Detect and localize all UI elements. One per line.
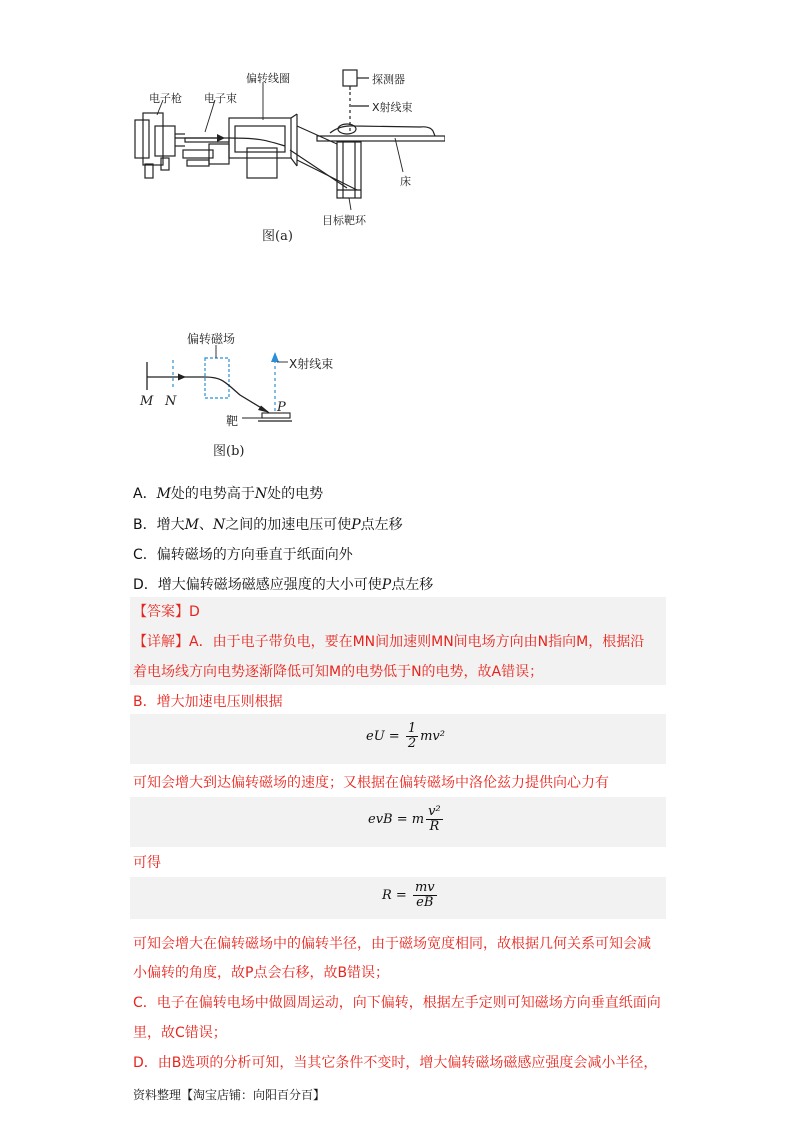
option-var: N [254,486,268,502]
formula-2 [368,805,445,834]
option-text: 之间的加速电压可使 [225,517,352,533]
option-var: P [351,517,361,533]
option-letter: B． [133,517,157,533]
electron-gun-label: 电子枪 [149,92,182,105]
option-text: 增大 [156,517,185,533]
answer-label: 【答案】D [133,604,200,620]
b-mid: 可知会增大到达偏转磁场的速度；又根据在偏转磁场中洛伦兹力提供向心力有 [133,775,609,791]
detail-line-2: 着电场线方向电势逐渐降低可知M的电势低于N的电势，故A错误； [133,664,544,680]
target-ring-drawing [337,142,361,198]
formula-fraction [406,722,418,751]
option-text: 增大偏转磁场磁感应强度的大小可使 [157,577,382,593]
option-c [133,544,353,564]
plate-m-label: M [140,394,154,409]
xray-beam-label-b: X射线束 [289,357,334,371]
option-letter: C． [133,547,157,563]
option-text: 点左移 [391,577,434,593]
option-letter: A． [133,486,157,502]
option-text: 、 [198,517,213,533]
fraction-denominator: R [429,819,440,834]
plate-n-label: N [165,394,177,409]
option-text: 处的电势 [267,486,324,502]
figure-a-caption: 图(a) [262,229,293,244]
b-intro: B．增大加速电压则根据 [133,694,283,710]
option-text: 偏转磁场的方向垂直于纸面向外 [156,547,353,563]
detector-drawing [343,70,369,132]
electron-beam-label: 电子束 [204,92,237,105]
option-a [133,483,323,503]
formula-1 [366,722,445,751]
b-conclusion-1: 可知会增大在偏转磁场中的偏转半径，由于磁场宽度相同，故根据几何关系可知会减 [133,936,651,952]
option-var: M [156,486,171,502]
b-then: 可得 [133,855,161,871]
formula-lhs: eU = [366,729,400,744]
figure-b-diagram [130,340,300,435]
bed-drawing [317,124,445,141]
electron-gun-drawing [135,113,229,178]
option-text: 点左移 [360,517,403,533]
fraction-numerator: 1 [407,721,417,736]
option-var: M [184,517,199,533]
bed-label: 床 [400,175,411,188]
c-line-2: 里，故C错误； [133,1025,227,1041]
formula-lhs: R = [382,888,407,903]
option-b [133,514,403,534]
c-line-1: C．电子在偏转电场中做圆周运动，向下偏转，根据左手定则可知磁场方向垂直纸面向 [133,995,661,1011]
b-conclusion-2: 小偏转的角度，故P点会右移，故B错误； [133,965,390,981]
point-p-label: P [277,400,286,415]
detail-line-1: 【详解】A．由于电子带负电，要在MN间加速则MN间电场方向由N指向M，根据沿 [133,634,645,650]
figure-a-diagram [125,60,445,245]
xray-beam-label-a: X射线束 [372,101,413,114]
detector-label: 探测器 [372,73,405,86]
d-line-1: D．由B选项的分析可知，当其它条件不变时，增大偏转磁场磁感应强度会减小半径， [133,1055,658,1071]
option-var: N [212,517,226,533]
fraction-numerator: mv [414,880,435,895]
option-var: P [381,577,392,593]
figure-b-caption: 图(b) [213,444,245,459]
formula-rhs: mv² [420,729,445,744]
fraction-denominator: eB [416,895,434,910]
fraction-numerator: v² [428,804,441,819]
option-text: 处的电势高于 [170,486,255,502]
deflection-coil-drawing [229,114,297,178]
deflection-field-label: 偏转磁场 [187,332,236,346]
option-letter: D． [133,577,158,593]
formula-3 [382,881,439,910]
footer-source: 资料整理【淘宝店铺：向阳百分百】 [133,1088,326,1102]
target-label: 靶 [226,414,239,428]
formula-fraction [426,805,443,834]
fraction-denominator: 2 [407,736,417,751]
formula-lhs: evB = m [368,812,425,827]
deflection-coil-label: 偏转线圈 [246,72,290,85]
option-d [133,574,433,594]
formula-fraction [413,881,437,910]
target-ring-label: 目标靶环 [322,214,366,227]
